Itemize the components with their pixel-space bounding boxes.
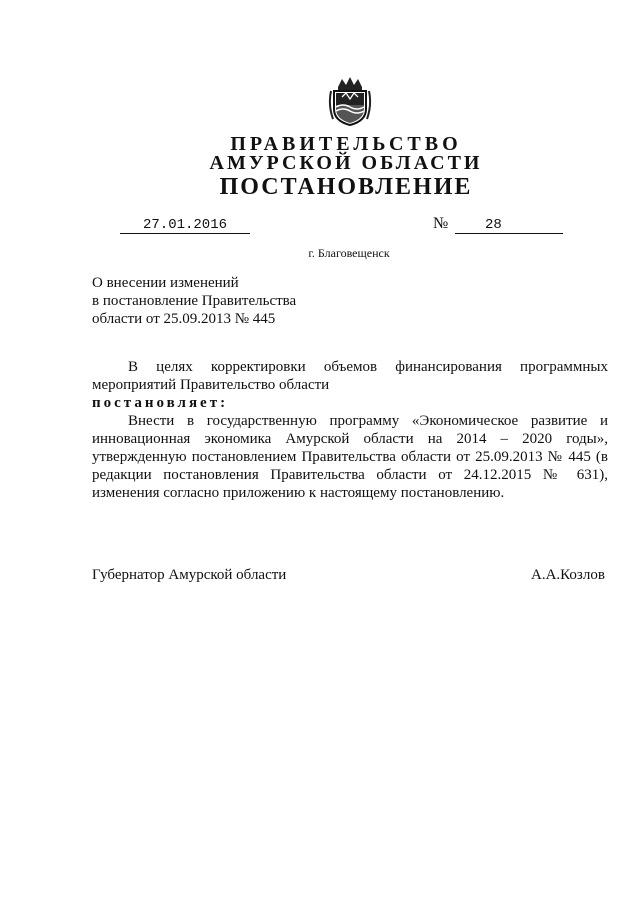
intro-paragraph: В целях корректировки объемов финансирования программных мероприятий Правительство области	[92, 359, 608, 393]
signatory-title: Губернатор Амурской области	[92, 567, 287, 583]
main-paragraph: Внести в государственную программу «Экономическое развитие и инновационная экономика Амурской области на 2014 – 2020 годы», утвержденную постановлением Правительства области от 25.09.2013 № 445 (в редакции постановления Правительства области от 24.12.2015 № 631), изменения согласно приложению к настоящему постановлению.	[92, 413, 608, 501]
subject-line: области от 25.09.2013 № 445	[92, 311, 276, 327]
header-government: ПРАВИТЕЛЬСТВО	[230, 133, 462, 155]
document-type-title: ПОСТАНОВЛЕНИЕ	[219, 174, 473, 200]
signatory-name: А.А.Козлов	[531, 567, 605, 583]
subject-line: О внесении изменений	[92, 275, 239, 291]
document-date: 27.01.2016	[120, 217, 250, 234]
header-region: АМУРСКОЙ ОБЛАСТИ	[209, 152, 483, 174]
subject-line: в постановление Правительства	[92, 293, 297, 309]
coat-of-arms-icon	[328, 75, 372, 127]
resolves-label: постановляет:	[92, 395, 229, 411]
number-sign: №	[433, 215, 449, 232]
document-body	[92, 358, 608, 502]
document-subject	[92, 274, 296, 328]
city-label: г. Благовещенск	[308, 246, 390, 260]
document-number: 28	[455, 217, 563, 234]
